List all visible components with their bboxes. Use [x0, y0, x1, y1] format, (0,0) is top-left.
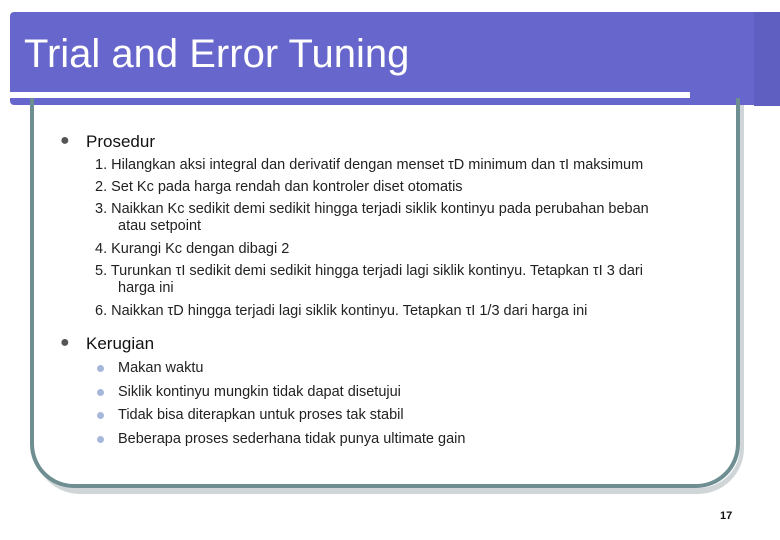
- step-5-line-2: harga ini: [118, 280, 174, 296]
- step-5: [95, 260, 735, 296]
- list-item: [97, 428, 465, 452]
- step-3-line-2: atau setpoint: [118, 218, 202, 234]
- list-item: [97, 404, 465, 428]
- procedure-steps: [95, 154, 735, 322]
- bullet-dot-icon: [97, 412, 104, 419]
- step-1: 1. Hilangkan aksi integral dan derivatif dengan menset τD minimum dan τI maksimum: [95, 157, 644, 173]
- disadvantages-list: [97, 357, 465, 451]
- list-item-text: Siklik kontinyu mungkin tidak dapat disetujui: [118, 383, 401, 400]
- step-5-line-1: 5. Turunkan τI sedikit demi sedikit hingga terjadi lagi siklik kontinyu. Tetapkan τI 3 dari: [95, 263, 643, 279]
- list-item-text: Beberapa proses sederhana tidak punya ultimate gain: [118, 430, 466, 447]
- bullet-dot-icon: [97, 365, 104, 372]
- page-number: 17: [720, 510, 733, 522]
- section-heading-kerugian: Kerugian: [86, 334, 155, 353]
- step-3: [95, 198, 735, 234]
- title-bar-edge: [754, 12, 780, 106]
- list-item: [97, 357, 465, 381]
- step-2: 2. Set Kc pada harga rendah dan kontroler diset otomatis: [95, 179, 463, 195]
- bullet-dot-icon: [97, 436, 104, 443]
- bullet-icon: ●: [60, 132, 70, 149]
- list-item-text: Tidak bisa diterapkan untuk proses tak stabil: [118, 407, 404, 423]
- step-6: 6. Naikkan τD hingga terjadi lagi siklik kontinyu. Tetapkan τI 1/3 dari harga ini: [95, 303, 588, 319]
- section-heading-prosedur: Prosedur: [86, 132, 155, 151]
- step-4: 4. Kurangi Kc dengan dibagi 2: [95, 241, 290, 257]
- list-item-text: Makan waktu: [118, 360, 204, 376]
- bullet-dot-icon: [97, 389, 104, 396]
- slide-title: Trial and Error Tuning: [24, 32, 410, 76]
- step-3-line-1: 3. Naikkan Kc sedikit demi sedikit hingga terjadi siklik kontinyu pada perubahan beban: [95, 201, 649, 217]
- bullet-icon: ●: [60, 334, 70, 351]
- list-item: [97, 381, 465, 405]
